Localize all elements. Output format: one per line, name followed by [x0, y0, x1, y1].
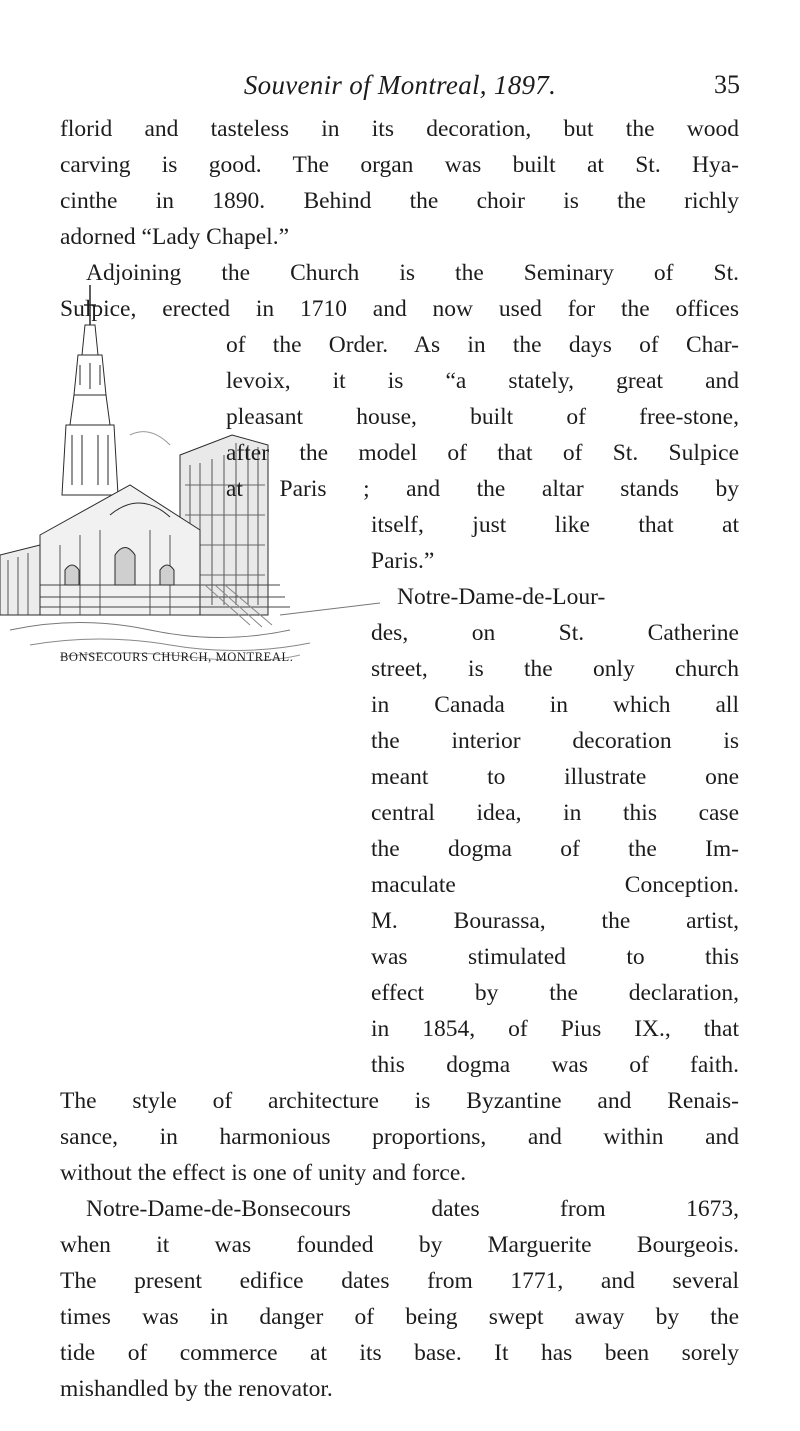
text-line: Adjoining the Church is the Seminary of St.: [86, 260, 739, 286]
text-line: Notre-Dame-de-Lour-: [397, 584, 606, 610]
text-line: adorned “Lady Chapel.”: [60, 224, 290, 250]
text-line: after the model of that of St. Sulpice: [226, 440, 739, 466]
text-line: the dogma of the Im-: [371, 836, 739, 862]
page-header: [60, 62, 740, 102]
text-line: Notre-Dame-de-Bonsecours dates from 1673,: [86, 1196, 739, 1222]
text-line: M. Bourassa, the artist,: [371, 908, 739, 934]
text-line: itself, just like that at: [371, 512, 739, 538]
text-line: the interior decoration is: [371, 728, 739, 754]
text-line: cinthe in 1890. Behind the choir is the richly: [60, 188, 739, 214]
text-line: The style of architecture is Byzantine and Renais-: [60, 1088, 739, 1114]
text-line: when it was founded by Marguerite Bourgeois.: [60, 1232, 739, 1258]
text-line: was stimulated to this: [371, 944, 739, 970]
text-line: this dogma was of faith.: [371, 1052, 739, 1078]
text-line: mishandled by the renovator.: [60, 1376, 333, 1402]
text-line: central idea, in this case: [371, 800, 739, 826]
text-line: street, is the only church: [371, 656, 739, 682]
text-line: Sulpice, erected in 1710 and now used for the offices: [60, 296, 739, 322]
text-line: maculate Conception.: [371, 872, 739, 898]
text-line: of the Order. As in the days of Char-: [226, 332, 739, 358]
text-line: in Canada in which all: [371, 692, 739, 718]
text-line: levoix, it is “a stately, great and: [226, 368, 739, 394]
text-line: meant to illustrate one: [371, 764, 739, 790]
text-line: effect by the declaration,: [371, 980, 739, 1006]
text-line: carving is good. The organ was built at St. Hya-: [60, 152, 739, 178]
text-line: des, on St. Catherine: [371, 620, 739, 646]
text-line: tide of commerce at its base. It has been sorely: [60, 1340, 739, 1366]
text-line: sance, in harmonious proportions, and within and: [60, 1124, 739, 1150]
text-line: florid and tasteless in its decoration, but the wood: [60, 116, 739, 142]
text-line: Paris.”: [371, 548, 435, 574]
running-title: Souvenir of Montreal, 1897.: [243, 70, 557, 100]
text-line: The present edifice dates from 1771, and several: [60, 1268, 739, 1294]
text-line: times was in danger of being swept away by the: [60, 1304, 739, 1330]
text-line: at Paris ; and the altar stands by: [226, 476, 739, 502]
text-line: pleasant house, built of free-stone,: [226, 404, 739, 430]
page-number: 35: [714, 70, 740, 99]
text-line: without the effect is one of unity and force.: [60, 1160, 467, 1186]
text-line: in 1854, of Pius IX., that: [371, 1016, 739, 1042]
figure-caption: BONSECOURS CHURCH, MONTREAL.: [60, 650, 294, 664]
